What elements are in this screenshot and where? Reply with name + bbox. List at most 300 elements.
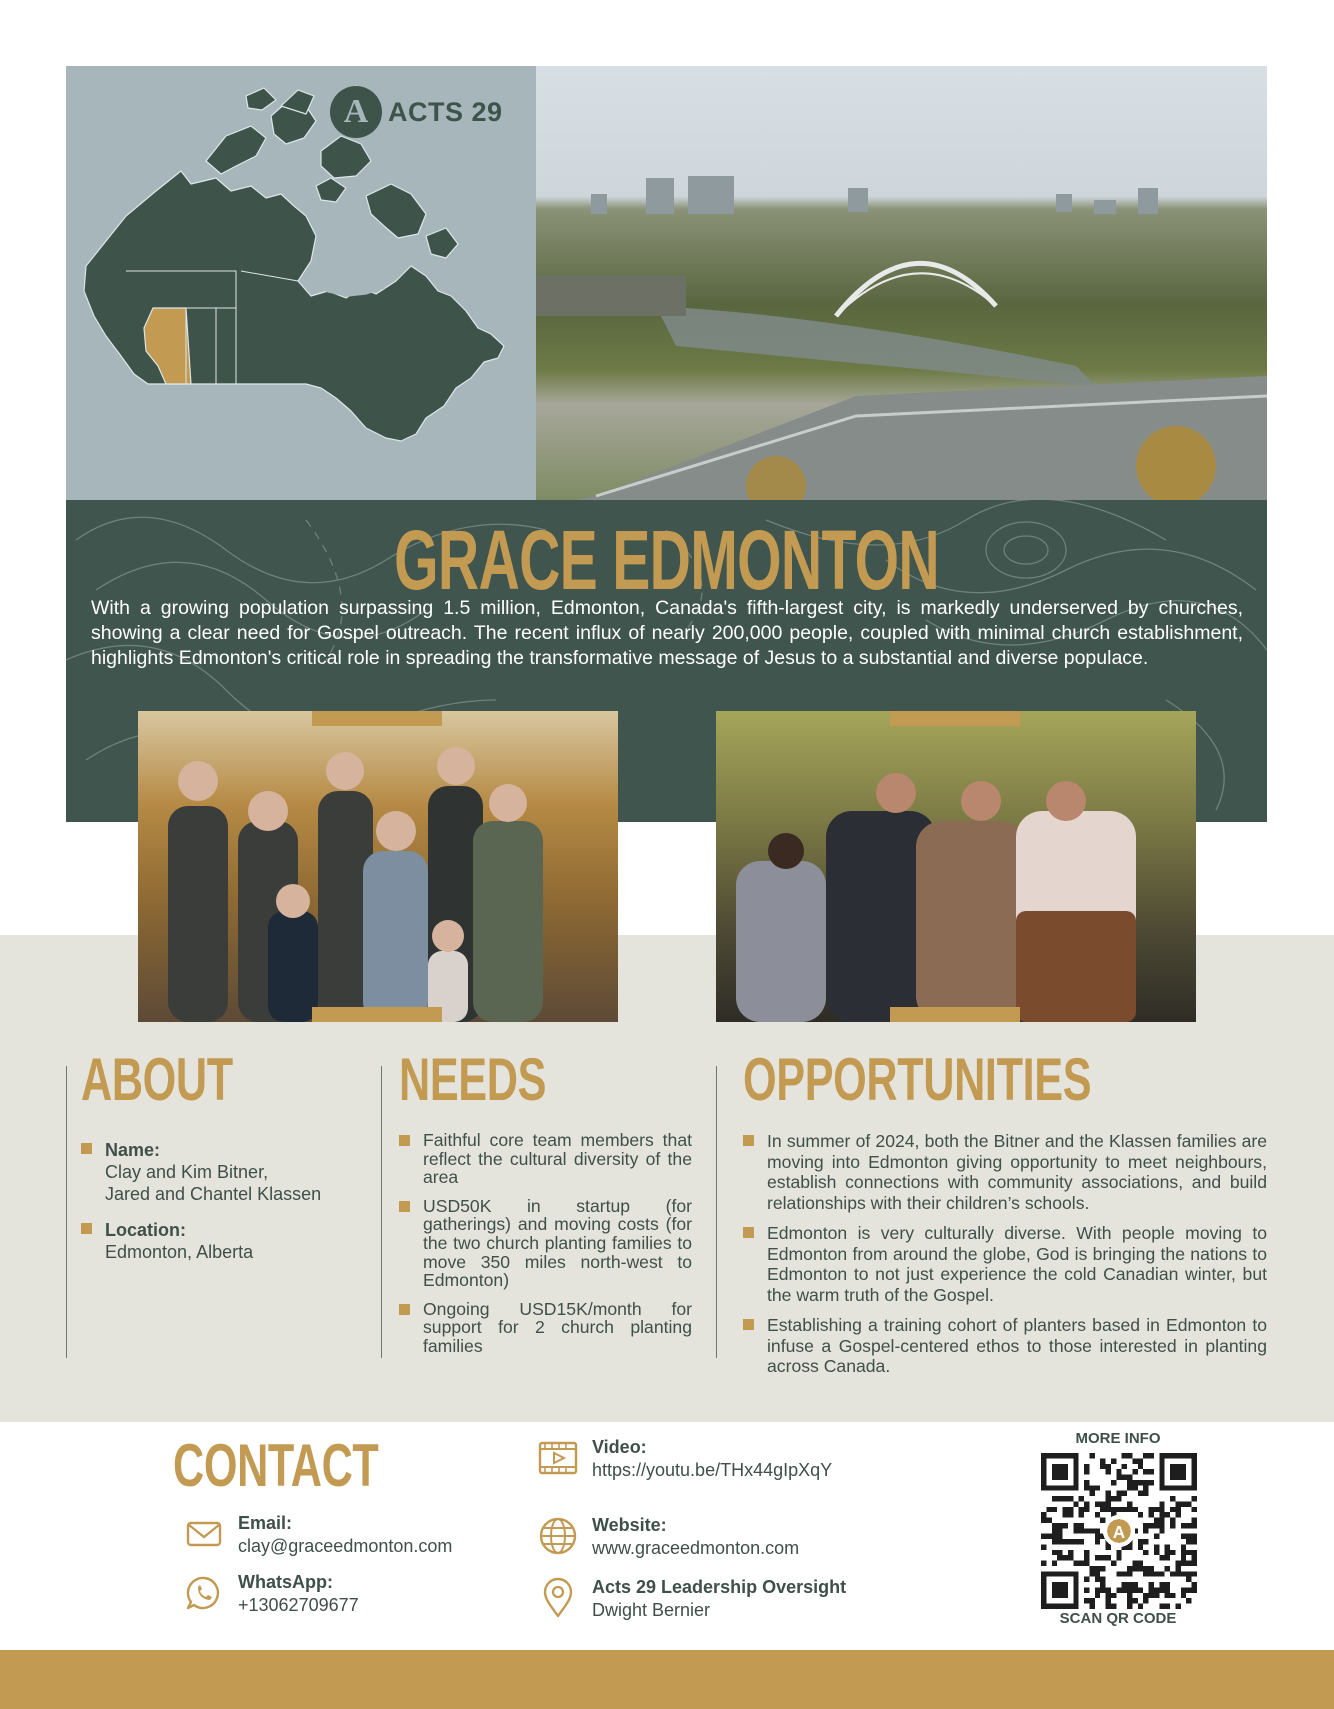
qr-module <box>1127 1566 1132 1571</box>
qr-module <box>1127 1587 1132 1592</box>
qr-module <box>1084 1480 1089 1485</box>
qr-module <box>1100 1507 1105 1512</box>
qr-module <box>1089 1485 1094 1490</box>
qr-module <box>1100 1566 1105 1571</box>
qr-module <box>1186 1550 1191 1555</box>
qr-module <box>1154 1523 1159 1528</box>
qr-module <box>1181 1534 1186 1539</box>
qr-module <box>1122 1507 1127 1512</box>
qr-module <box>1079 1539 1084 1544</box>
qr-module <box>1186 1501 1191 1506</box>
qr-module <box>1149 1523 1154 1528</box>
qr-module <box>1057 1496 1062 1501</box>
qr-module <box>1186 1523 1191 1528</box>
email-value[interactable]: clay@graceedmonton.com <box>238 1536 453 1556</box>
qr-module <box>1192 1518 1197 1523</box>
qr-module <box>1138 1539 1143 1544</box>
about-name-label: Name: <box>105 1140 161 1160</box>
qr-module <box>1132 1582 1137 1587</box>
needs-heading: NEEDS <box>399 1046 547 1113</box>
qr-module <box>1122 1475 1127 1480</box>
qr-module <box>1073 1528 1078 1533</box>
about-name-item <box>81 1139 371 1205</box>
website-label: Website: <box>592 1515 667 1535</box>
qr-module <box>1052 1550 1057 1555</box>
qr-module <box>1165 1566 1170 1571</box>
qr-module <box>1149 1507 1154 1512</box>
qr-module <box>1041 1512 1046 1517</box>
qr-module <box>1052 1528 1057 1533</box>
qr-module <box>1192 1587 1197 1592</box>
qr-module <box>1149 1582 1154 1587</box>
qr-module <box>1127 1604 1132 1609</box>
qr-module <box>1138 1544 1143 1549</box>
qr-module <box>1057 1539 1062 1544</box>
qr-module <box>1106 1501 1111 1506</box>
photo-accent-tab <box>312 1007 442 1022</box>
qr-module <box>1138 1464 1143 1469</box>
qr-module <box>1063 1555 1068 1560</box>
qr-module <box>1181 1561 1186 1566</box>
location-pin-icon <box>536 1576 580 1620</box>
qr-module <box>1175 1501 1180 1506</box>
qr-module <box>1063 1512 1068 1517</box>
qr-module <box>1165 1582 1170 1587</box>
qr-module <box>1154 1550 1159 1555</box>
qr-module <box>1159 1604 1164 1609</box>
qr-module <box>1165 1604 1170 1609</box>
qr-module <box>1181 1501 1186 1506</box>
qr-module <box>1165 1587 1170 1592</box>
qr-module <box>1132 1485 1137 1490</box>
column-divider <box>716 1066 717 1358</box>
qr-module <box>1089 1491 1094 1496</box>
qr-module <box>1084 1561 1089 1566</box>
qr-module <box>1106 1593 1111 1598</box>
qr-module <box>1165 1555 1170 1560</box>
qr-module <box>1170 1593 1175 1598</box>
about-heading: ABOUT <box>81 1046 233 1113</box>
qr-module <box>1192 1534 1197 1539</box>
bullet-square <box>399 1201 410 1212</box>
qr-module <box>1106 1507 1111 1512</box>
qr-module <box>1095 1485 1100 1490</box>
qr-module <box>1159 1507 1164 1512</box>
qr-module <box>1095 1501 1100 1506</box>
qr-module <box>1143 1598 1148 1603</box>
city-photo-illustration <box>536 66 1267 500</box>
qr-module <box>1041 1518 1046 1523</box>
qr-module <box>1073 1501 1078 1506</box>
qr-module <box>1181 1555 1186 1560</box>
qr-module <box>1084 1550 1089 1555</box>
qr-module <box>1132 1469 1137 1474</box>
qr-module <box>1106 1496 1111 1501</box>
qr-module <box>1089 1571 1094 1576</box>
qr-module <box>1143 1528 1148 1533</box>
qr-module <box>1068 1555 1073 1560</box>
qr-module <box>1084 1577 1089 1582</box>
qr-module <box>1192 1507 1197 1512</box>
qr-module <box>1116 1555 1121 1560</box>
qr-module <box>1106 1604 1111 1609</box>
qr-module <box>1100 1582 1105 1587</box>
qr-module <box>1052 1561 1057 1566</box>
qr-module <box>1165 1544 1170 1549</box>
opportunities-list <box>743 1131 1267 1377</box>
contact-oversight <box>536 1576 846 1622</box>
qr-module <box>1138 1566 1143 1571</box>
qr-module <box>1111 1593 1116 1598</box>
qr-module <box>1154 1544 1159 1549</box>
photo-accent-tab <box>890 711 1020 726</box>
qr-module <box>1068 1496 1073 1501</box>
qr-module <box>1068 1512 1073 1517</box>
qr-module <box>1143 1550 1148 1555</box>
qr-module <box>1111 1507 1116 1512</box>
page-title: GRACE EDMONTON <box>394 513 939 607</box>
qr-module <box>1063 1507 1068 1512</box>
qr-module <box>1154 1507 1159 1512</box>
bullet-square <box>399 1135 410 1146</box>
qr-module <box>1122 1582 1127 1587</box>
qr-module <box>1084 1501 1089 1506</box>
qr-module <box>1046 1518 1051 1523</box>
qr-module <box>1111 1604 1116 1609</box>
qr-module <box>1159 1587 1164 1592</box>
qr-module <box>1175 1571 1180 1576</box>
qr-module <box>1100 1577 1105 1582</box>
qr-module <box>1143 1491 1148 1496</box>
video-link[interactable]: https://youtu.be/THx44gIpXqY <box>592 1460 833 1480</box>
qr-module <box>1149 1469 1154 1474</box>
family-photo-illustration-right <box>716 711 1196 1022</box>
qr-module <box>1170 1496 1175 1501</box>
needs-list <box>399 1131 692 1356</box>
footer-bar <box>0 1650 1334 1709</box>
qr-module <box>1127 1598 1132 1603</box>
qr-module <box>1181 1571 1186 1576</box>
qr-module <box>1181 1523 1186 1528</box>
qr-module <box>1154 1587 1159 1592</box>
qr-module <box>1175 1604 1180 1609</box>
qr-module <box>1084 1587 1089 1592</box>
about-location-label: Location: <box>105 1220 186 1240</box>
qr-module <box>1052 1539 1057 1544</box>
qr-module <box>1089 1566 1094 1571</box>
qr-module <box>1175 1507 1180 1512</box>
qr-module <box>1149 1480 1154 1485</box>
qr-module <box>1106 1464 1111 1469</box>
qr-module <box>1084 1528 1089 1533</box>
opportunities-heading: OPPORTUNITIES <box>743 1046 1092 1113</box>
qr-module <box>1143 1523 1148 1528</box>
qr-module <box>1079 1523 1084 1528</box>
qr-module <box>1111 1480 1116 1485</box>
qr-module <box>1095 1566 1100 1571</box>
qr-module <box>1100 1501 1105 1506</box>
qr-center-mark: A <box>1112 1521 1126 1542</box>
qr-module <box>1100 1555 1105 1560</box>
qr-module <box>1116 1469 1121 1474</box>
qr-module <box>1154 1534 1159 1539</box>
qr-module <box>1063 1496 1068 1501</box>
qr-module <box>1095 1528 1100 1533</box>
qr-module <box>1057 1534 1062 1539</box>
qr-module <box>1089 1604 1094 1609</box>
qr-module <box>1127 1582 1132 1587</box>
qr-module <box>1192 1523 1197 1528</box>
qr-module <box>1073 1561 1078 1566</box>
qr-module <box>1041 1534 1046 1539</box>
about-location-value: Edmonton, Alberta <box>105 1242 254 1262</box>
qr-module <box>1138 1458 1143 1463</box>
oversight-label: Acts 29 Leadership Oversight <box>592 1577 847 1597</box>
qr-module <box>1116 1587 1121 1592</box>
qr-module <box>1143 1480 1148 1485</box>
qr-module <box>1122 1491 1127 1496</box>
qr-module <box>1084 1464 1089 1469</box>
qr-module <box>1111 1561 1116 1566</box>
qr-module <box>1186 1598 1191 1603</box>
qr-module <box>1095 1539 1100 1544</box>
acts29-logo-mark: A <box>330 86 382 138</box>
qr-module <box>1192 1539 1197 1544</box>
qr-module <box>1116 1507 1121 1512</box>
qr-module <box>1089 1528 1094 1533</box>
globe-icon <box>536 1514 580 1558</box>
qr-module <box>1095 1571 1100 1576</box>
column-divider <box>66 1066 67 1358</box>
qr-module <box>1106 1469 1111 1474</box>
qr-module <box>1149 1512 1154 1517</box>
qr-module <box>1143 1593 1148 1598</box>
whatsapp-label: WhatsApp: <box>238 1572 333 1592</box>
qr-module <box>1159 1518 1164 1523</box>
qr-module <box>1138 1491 1143 1496</box>
qr-module <box>1192 1561 1197 1566</box>
qr-module <box>1159 1512 1164 1517</box>
qr-module <box>1165 1550 1170 1555</box>
qr-module <box>1138 1561 1143 1566</box>
qr-module <box>1122 1587 1127 1592</box>
qr-module <box>1041 1544 1046 1549</box>
qr-module <box>1079 1507 1084 1512</box>
qr-module <box>1100 1518 1105 1523</box>
klassen-family-photo <box>716 711 1196 1022</box>
qr-module <box>1095 1587 1100 1592</box>
qr-module <box>1095 1512 1100 1517</box>
needs-item: USD50K in startup (for gatherings) and moving costs (for the two church planting families to move 350 miles north-west to Edmonton) <box>399 1197 692 1290</box>
qr-module <box>1095 1534 1100 1539</box>
qr-code[interactable] <box>1041 1453 1197 1609</box>
qr-module <box>1132 1587 1137 1592</box>
qr-module <box>1106 1587 1111 1592</box>
about-list <box>81 1139 371 1263</box>
contact-website <box>536 1514 799 1560</box>
qr-module <box>1127 1544 1132 1549</box>
qr-module <box>1186 1539 1191 1544</box>
qr-module <box>1089 1453 1094 1458</box>
needs-item: Ongoing USD15K/month for support for 2 church planting families <box>399 1300 692 1356</box>
qr-module <box>1186 1534 1191 1539</box>
column-divider <box>381 1066 382 1358</box>
qr-module <box>1095 1555 1100 1560</box>
qr-module <box>1175 1566 1180 1571</box>
about-name-value: Clay and Kim Bitner, <box>105 1162 269 1182</box>
website-link[interactable]: www.graceedmonton.com <box>592 1538 800 1558</box>
qr-module <box>1149 1453 1154 1458</box>
qr-module <box>1127 1480 1132 1485</box>
qr-module <box>1057 1550 1062 1555</box>
email-label: Email: <box>238 1513 293 1533</box>
qr-module <box>1170 1571 1175 1576</box>
qr-module <box>1143 1485 1148 1490</box>
qr-module <box>1046 1507 1051 1512</box>
qr-module <box>1106 1544 1111 1549</box>
video-label: Video: <box>592 1437 647 1457</box>
qr-module <box>1186 1561 1191 1566</box>
whatsapp-value[interactable]: +13062709677 <box>238 1595 359 1615</box>
qr-module <box>1084 1485 1089 1490</box>
qr-module <box>1170 1518 1175 1523</box>
qr-module <box>1138 1604 1143 1609</box>
qr-module <box>1106 1555 1111 1560</box>
contact-heading: CONTACT <box>173 1432 379 1499</box>
qr-module <box>1175 1561 1180 1566</box>
qr-module <box>1186 1577 1191 1582</box>
needs-item: Faithful core team members that reflect the cultural diversity of the area <box>399 1131 692 1187</box>
qr-module <box>1143 1469 1148 1474</box>
qr-module <box>1122 1571 1127 1576</box>
qr-module <box>1138 1480 1143 1485</box>
qr-module <box>1063 1539 1068 1544</box>
qr-module <box>1159 1555 1164 1560</box>
qr-module <box>1057 1528 1062 1533</box>
qr-module <box>1041 1561 1046 1566</box>
qr-module <box>1138 1512 1143 1517</box>
qr-module <box>1127 1501 1132 1506</box>
qr-module <box>1084 1469 1089 1474</box>
contact-email <box>182 1512 452 1558</box>
opportunities-item: In summer of 2024, both the Bitner and the Klassen families are moving into Edmonton giving opportunity to meet neighbours, establish connections with community associations, and build relationships with their children’s schools. <box>743 1131 1267 1213</box>
intro-paragraph: With a growing population surpassing 1.5 million, Edmonton, Canada's fifth-largest city, is markedly underserved by churches, showing a clear need for Gospel outreach. The recent influx of nearly 200,000 people, coupled with minimal church establishment, highlights Edmonton's critical role in spreading the transformative message of Jesus to a substantial and diverse populace. <box>91 597 1243 669</box>
edmonton-city-photo <box>536 66 1267 500</box>
qr-module <box>1149 1593 1154 1598</box>
qr-module <box>1057 1523 1062 1528</box>
photo-accent-tab <box>890 1007 1020 1022</box>
acts29-logo-text: ACTS 29 <box>388 96 503 127</box>
qr-module <box>1116 1491 1121 1496</box>
qr-module <box>1116 1571 1121 1576</box>
qr-module <box>1143 1539 1148 1544</box>
qr-module <box>1127 1571 1132 1576</box>
canada-map-panel <box>66 66 536 500</box>
qr-module <box>1159 1528 1164 1533</box>
qr-module <box>1186 1587 1191 1592</box>
qr-module <box>1149 1566 1154 1571</box>
qr-module <box>1170 1507 1175 1512</box>
qr-module <box>1100 1464 1105 1469</box>
email-icon <box>182 1512 226 1556</box>
qr-module <box>1106 1491 1111 1496</box>
qr-module <box>1132 1458 1137 1463</box>
qr-module <box>1165 1593 1170 1598</box>
qr-module <box>1181 1587 1186 1592</box>
qr-module <box>1046 1534 1051 1539</box>
whatsapp-icon <box>182 1571 226 1615</box>
qr-module <box>1159 1571 1164 1576</box>
bitner-family-photo <box>138 711 618 1022</box>
qr-module <box>1132 1480 1137 1485</box>
qr-module <box>1073 1539 1078 1544</box>
qr-module <box>1159 1523 1164 1528</box>
qr-module <box>1149 1571 1154 1576</box>
qr-module <box>1052 1507 1057 1512</box>
qr-module <box>1159 1582 1164 1587</box>
qr-scan-label: SCAN QR CODE <box>1059 1610 1177 1627</box>
qr-module <box>1089 1598 1094 1603</box>
qr-module <box>1170 1550 1175 1555</box>
qr-module <box>1057 1555 1062 1560</box>
qr-module <box>1111 1458 1116 1463</box>
qr-module <box>1122 1453 1127 1458</box>
opportunities-item: Establishing a training cohort of planters based in Edmonton to infuse a Gospel-centered ethos to those interested in planting across Canada. <box>743 1315 1267 1377</box>
qr-module <box>1116 1475 1121 1480</box>
qr-module <box>1079 1496 1084 1501</box>
qr-module <box>1079 1561 1084 1566</box>
qr-module <box>1181 1544 1186 1549</box>
qr-module <box>1192 1550 1197 1555</box>
qr-module <box>1181 1550 1186 1555</box>
qr-module <box>1079 1512 1084 1517</box>
qr-module <box>1127 1593 1132 1598</box>
qr-module <box>1154 1593 1159 1598</box>
contact-whatsapp <box>182 1571 359 1617</box>
qr-module <box>1192 1496 1197 1501</box>
bullet-square <box>399 1304 410 1315</box>
qr-module <box>1100 1458 1105 1463</box>
qr-more-info-label: MORE INFO <box>1075 1430 1161 1447</box>
qr-module <box>1165 1512 1170 1517</box>
qr-module <box>1068 1539 1073 1544</box>
qr-module <box>1127 1507 1132 1512</box>
opportunities-item: Edmonton is very culturally diverse. With people moving to Edmonton from around the globe, God is bringing the nations to Edmonton to not just experience the cold Canadian winter, but the warm truth of the Gospel. <box>743 1223 1267 1305</box>
qr-module <box>1084 1555 1089 1560</box>
qr-module <box>1127 1485 1132 1490</box>
qr-module <box>1192 1571 1197 1576</box>
qr-module <box>1116 1496 1121 1501</box>
qr-module <box>1052 1534 1057 1539</box>
qr-module <box>1143 1453 1148 1458</box>
qr-module <box>1111 1496 1116 1501</box>
qr-module <box>1122 1464 1127 1469</box>
contact-video <box>536 1436 832 1482</box>
qr-module <box>1132 1507 1137 1512</box>
qr-module <box>1143 1566 1148 1571</box>
bullet-square <box>743 1319 754 1330</box>
qr-module <box>1063 1523 1068 1528</box>
qr-module <box>1132 1561 1137 1566</box>
qr-module <box>1154 1571 1159 1576</box>
qr-module <box>1073 1523 1078 1528</box>
bullet-square <box>81 1143 92 1154</box>
qr-module <box>1132 1598 1137 1603</box>
qr-module <box>1095 1593 1100 1598</box>
acts29-logo <box>330 86 503 138</box>
qr-module <box>1084 1598 1089 1603</box>
qr-module <box>1132 1566 1137 1571</box>
